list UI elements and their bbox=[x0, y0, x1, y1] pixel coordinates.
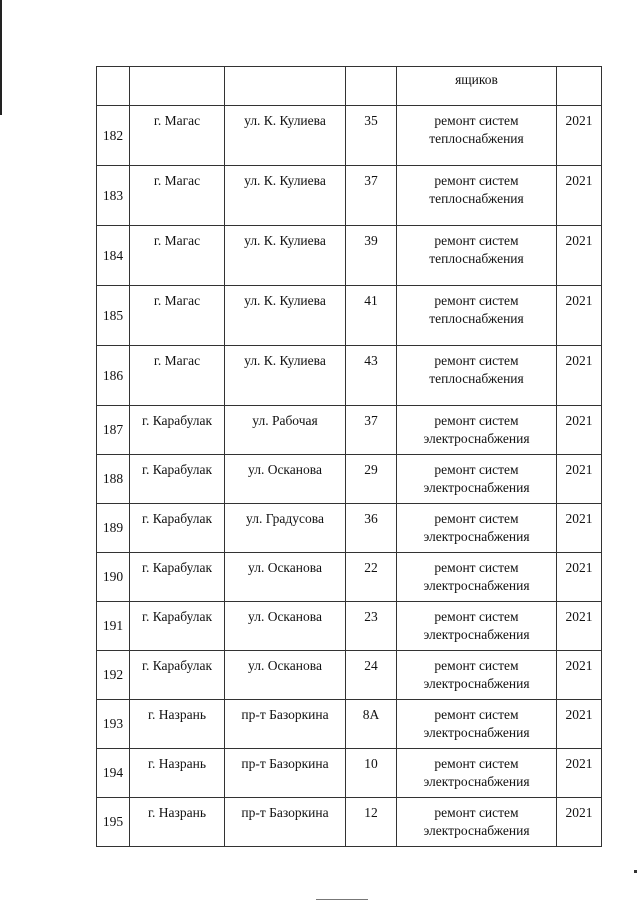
cell-empty bbox=[346, 67, 397, 106]
house-number-cell: 37 bbox=[346, 406, 397, 455]
city-cell: г. Карабулак bbox=[130, 455, 225, 504]
year-cell: 2021 bbox=[557, 749, 602, 798]
table-row bbox=[97, 406, 602, 455]
row-number: 183 bbox=[97, 166, 130, 226]
work-type-cell bbox=[397, 749, 557, 798]
work-type-line-2: электроснабжения bbox=[423, 627, 530, 642]
table-row bbox=[97, 749, 602, 798]
city-cell: г. Карабулак bbox=[130, 504, 225, 553]
work-type-cell bbox=[397, 602, 557, 651]
city-cell: г. Карабулак bbox=[130, 602, 225, 651]
work-type-line-1: ремонт систем bbox=[434, 413, 519, 428]
street-cell: ул. К. Кулиева bbox=[225, 346, 346, 406]
scan-edge-mark bbox=[0, 0, 2, 115]
work-type-line-1: ремонт систем bbox=[434, 113, 519, 128]
row-number: 182 bbox=[97, 106, 130, 166]
work-type-line-1: ремонт систем bbox=[434, 353, 519, 368]
street-cell: ул. К. Кулиева bbox=[225, 286, 346, 346]
work-type-line-2: теплоснабжения bbox=[429, 311, 524, 326]
work-type-line-1: ремонт систем bbox=[434, 658, 519, 673]
row-number: 188 bbox=[97, 455, 130, 504]
city-cell: г. Магас bbox=[130, 346, 225, 406]
row-number: 194 bbox=[97, 749, 130, 798]
work-type-line-2: теплоснабжения bbox=[429, 191, 524, 206]
city-cell: г. Магас bbox=[130, 106, 225, 166]
street-cell: ул. Рабочая bbox=[225, 406, 346, 455]
row-number: 187 bbox=[97, 406, 130, 455]
street-cell: ул. К. Кулиева bbox=[225, 226, 346, 286]
work-type-line-1: ремонт систем bbox=[434, 173, 519, 188]
street-cell: ул. Градусова bbox=[225, 504, 346, 553]
work-type-cell bbox=[397, 166, 557, 226]
work-type-line-2: теплоснабжения bbox=[429, 251, 524, 266]
house-number-cell: 29 bbox=[346, 455, 397, 504]
work-type-cell bbox=[397, 798, 557, 847]
house-number-cell: 24 bbox=[346, 651, 397, 700]
year-cell: 2021 bbox=[557, 346, 602, 406]
house-number-cell: 12 bbox=[346, 798, 397, 847]
work-type-cell bbox=[397, 700, 557, 749]
work-type-cell bbox=[397, 226, 557, 286]
housing-repair-table bbox=[96, 66, 602, 847]
work-type-line-2: электроснабжения bbox=[423, 823, 530, 838]
work-type-line-2: электроснабжения bbox=[423, 676, 530, 691]
year-cell: 2021 bbox=[557, 286, 602, 346]
street-cell: пр-т Базоркина bbox=[225, 700, 346, 749]
table-row bbox=[97, 346, 602, 406]
work-type-line-1: ремонт систем bbox=[434, 293, 519, 308]
work-type-line-2: теплоснабжения bbox=[429, 131, 524, 146]
row-number: 189 bbox=[97, 504, 130, 553]
table-row bbox=[97, 602, 602, 651]
cell-empty bbox=[557, 67, 602, 106]
house-number-cell: 43 bbox=[346, 346, 397, 406]
table-row bbox=[97, 798, 602, 847]
row-number: 184 bbox=[97, 226, 130, 286]
house-number-cell: 37 bbox=[346, 166, 397, 226]
city-cell: г. Карабулак bbox=[130, 651, 225, 700]
work-type-line-2: электроснабжения bbox=[423, 725, 530, 740]
city-cell: г. Назрань bbox=[130, 700, 225, 749]
house-number-cell: 41 bbox=[346, 286, 397, 346]
row-number: 193 bbox=[97, 700, 130, 749]
street-cell: ул. К. Кулиева bbox=[225, 166, 346, 226]
table-row bbox=[97, 106, 602, 166]
work-type-line-2: электроснабжения bbox=[423, 529, 530, 544]
city-cell: г. Магас bbox=[130, 226, 225, 286]
row-number: 195 bbox=[97, 798, 130, 847]
work-type-line-1: ремонт систем bbox=[434, 560, 519, 575]
work-type-line-1: ремонт систем bbox=[434, 707, 519, 722]
work-type-line-2: электроснабжения bbox=[423, 774, 530, 789]
house-number-cell: 23 bbox=[346, 602, 397, 651]
table-row bbox=[97, 226, 602, 286]
work-type-cell bbox=[397, 406, 557, 455]
work-type-line-2: электроснабжения bbox=[423, 480, 530, 495]
work-type-cell: ящиков bbox=[397, 67, 557, 106]
work-type-line-1: ремонт систем bbox=[434, 805, 519, 820]
footer-line bbox=[316, 899, 368, 900]
house-number-cell: 10 bbox=[346, 749, 397, 798]
city-cell: г. Карабулак bbox=[130, 406, 225, 455]
work-type-cell bbox=[397, 346, 557, 406]
house-number-cell: 36 bbox=[346, 504, 397, 553]
work-type-cell bbox=[397, 286, 557, 346]
work-type-line-1: ремонт систем bbox=[434, 511, 519, 526]
city-cell: г. Назрань bbox=[130, 749, 225, 798]
street-cell: пр-т Базоркина bbox=[225, 749, 346, 798]
work-type-cell bbox=[397, 651, 557, 700]
row-number: 186 bbox=[97, 346, 130, 406]
house-number-cell: 35 bbox=[346, 106, 397, 166]
row-number: 190 bbox=[97, 553, 130, 602]
row-number: 191 bbox=[97, 602, 130, 651]
year-cell: 2021 bbox=[557, 553, 602, 602]
cell-empty bbox=[97, 67, 130, 106]
work-type-line-2: электроснабжения bbox=[423, 578, 530, 593]
street-cell: пр-т Базоркина bbox=[225, 798, 346, 847]
work-type-cell bbox=[397, 455, 557, 504]
street-cell: ул. Осканова bbox=[225, 602, 346, 651]
continued-header-row bbox=[97, 67, 602, 106]
city-cell: г. Назрань bbox=[130, 798, 225, 847]
street-cell: ул. Осканова bbox=[225, 651, 346, 700]
work-type-line-2: электроснабжения bbox=[423, 431, 530, 446]
street-cell: ул. К. Кулиева bbox=[225, 106, 346, 166]
table-row bbox=[97, 553, 602, 602]
work-type-line-2: теплоснабжения bbox=[429, 371, 524, 386]
work-type-cell bbox=[397, 106, 557, 166]
year-cell: 2021 bbox=[557, 455, 602, 504]
cell-empty bbox=[130, 67, 225, 106]
city-cell: г. Карабулак bbox=[130, 553, 225, 602]
house-number-cell: 39 bbox=[346, 226, 397, 286]
work-type-line-1: ремонт систем bbox=[434, 756, 519, 771]
table-row bbox=[97, 166, 602, 226]
table-row bbox=[97, 504, 602, 553]
year-cell: 2021 bbox=[557, 226, 602, 286]
city-cell: г. Магас bbox=[130, 166, 225, 226]
work-type-cell bbox=[397, 504, 557, 553]
house-number-cell: 22 bbox=[346, 553, 397, 602]
table-row bbox=[97, 286, 602, 346]
table-row bbox=[97, 651, 602, 700]
house-number-cell: 8А bbox=[346, 700, 397, 749]
table-row bbox=[97, 700, 602, 749]
cell-empty bbox=[225, 67, 346, 106]
work-type-line-1: ремонт систем bbox=[434, 462, 519, 477]
work-type-line-1: ремонт систем bbox=[434, 233, 519, 248]
work-type-cell bbox=[397, 553, 557, 602]
year-cell: 2021 bbox=[557, 106, 602, 166]
year-cell: 2021 bbox=[557, 798, 602, 847]
year-cell: 2021 bbox=[557, 651, 602, 700]
scan-dot bbox=[634, 870, 637, 873]
year-cell: 2021 bbox=[557, 504, 602, 553]
street-cell: ул. Осканова bbox=[225, 455, 346, 504]
street-cell: ул. Осканова bbox=[225, 553, 346, 602]
city-cell: г. Магас bbox=[130, 286, 225, 346]
year-cell: 2021 bbox=[557, 166, 602, 226]
row-number: 185 bbox=[97, 286, 130, 346]
year-cell: 2021 bbox=[557, 406, 602, 455]
year-cell: 2021 bbox=[557, 602, 602, 651]
year-cell: 2021 bbox=[557, 700, 602, 749]
table-row bbox=[97, 455, 602, 504]
work-type-line-1: ремонт систем bbox=[434, 609, 519, 624]
row-number: 192 bbox=[97, 651, 130, 700]
